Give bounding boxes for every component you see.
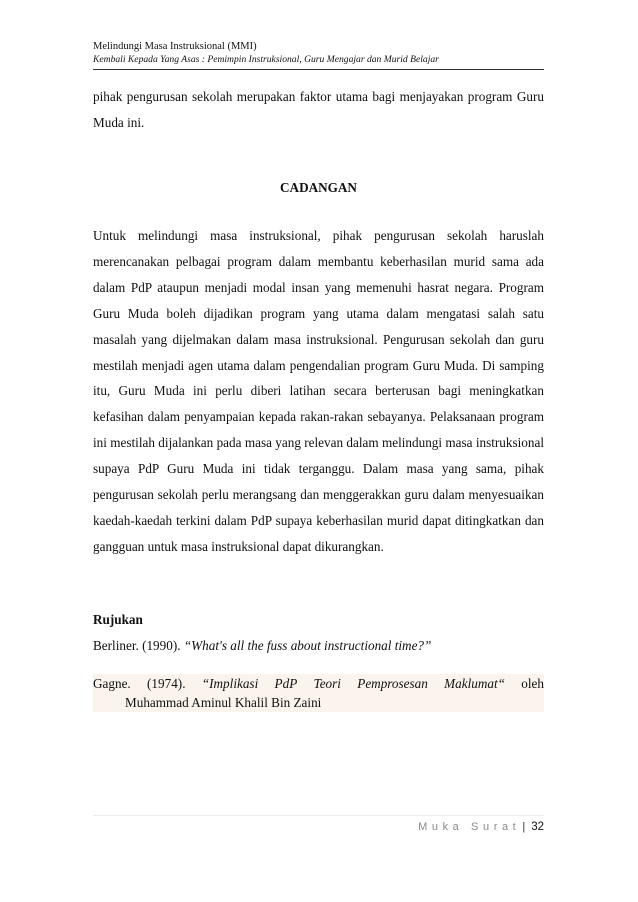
- page-header: [93, 40, 544, 66]
- reference-item: [93, 636, 544, 655]
- reference-by: oleh: [521, 676, 544, 691]
- footer-divider: [93, 815, 544, 816]
- paragraph-cadangan: Untuk melindungi masa instruksional, pihak pengurusan sekolah haruslah merencanakan pelbagai program dalam membantu keberhasilan murid sama ada dalam PdP ataupun menjadi modal insan yang memenuhi hasrat negara. Program Guru Muda boleh dijadikan program yang utama dalam mengatasi salah satu masalah yang dijelmakan dalam masa instruksional. Pengurusan sekolah dan guru mestilah menjadi agen utama dalam pengendalian program Guru Muda. Di samping itu, Guru Muda ini perlu diberi latihan secara berterusan bagi meningkatkan kefasihan dalam penyampaian kepada rakan-rakan sebayanya. Pelaksanaan program ini mestilah dijalankan pada masa yang relevan dalam melindungi masa instruksional supaya PdP Guru Muda ini tidak terganggu. Dalam masa yang sama, pihak pengurusan sekolah perlu merangsang dan menggerakkan guru dalam menyesuaikan kaedah-kaedah terkini dalam PdP supaya keberhasilan murid dapat ditingkatkan dan gangguan untuk masa instruksional dapat dikurangkan.: [93, 228, 544, 554]
- footer-separator: |: [522, 821, 526, 833]
- reference-prefix: Berliner. (1990).: [93, 638, 184, 653]
- reference-title-word: Maklumat“: [444, 676, 505, 691]
- paragraph-continuation: pihak pengurusan sekolah merupakan faktor utama bagi menjayakan program Guru Muda ini.: [93, 89, 544, 130]
- section-heading-rujukan: Rujukan: [93, 612, 143, 627]
- reference-title: “What's all the fuss about instructional time?”: [183, 638, 432, 653]
- reference-title-word: “Implikasi: [201, 676, 259, 691]
- reference-author: Gagne.: [93, 676, 131, 691]
- header-title: Melindungi Masa Instruksional (MMI): [93, 41, 257, 52]
- page-footer: [418, 819, 544, 835]
- reference-line: [93, 674, 544, 693]
- page-number: 32: [531, 821, 544, 833]
- section-heading-cadangan: CADANGAN: [280, 180, 357, 195]
- header-divider: [93, 69, 544, 70]
- reference-title-word: PdP: [274, 676, 298, 691]
- header-subtitle: Kembali Kepada Yang Asas : Pemimpin Instruksional, Guru Mengajar dan Murid Belajar: [93, 54, 439, 65]
- reference-title-word: Pemprosesan: [357, 676, 428, 691]
- footer-label: Muka Surat: [418, 821, 521, 833]
- reference-author-line: Muhammad Aminul Khalil Bin Zaini: [125, 695, 322, 710]
- reference-item: [93, 674, 544, 712]
- reference-year: (1974).: [147, 676, 186, 691]
- reference-title-word: Teori: [313, 676, 341, 691]
